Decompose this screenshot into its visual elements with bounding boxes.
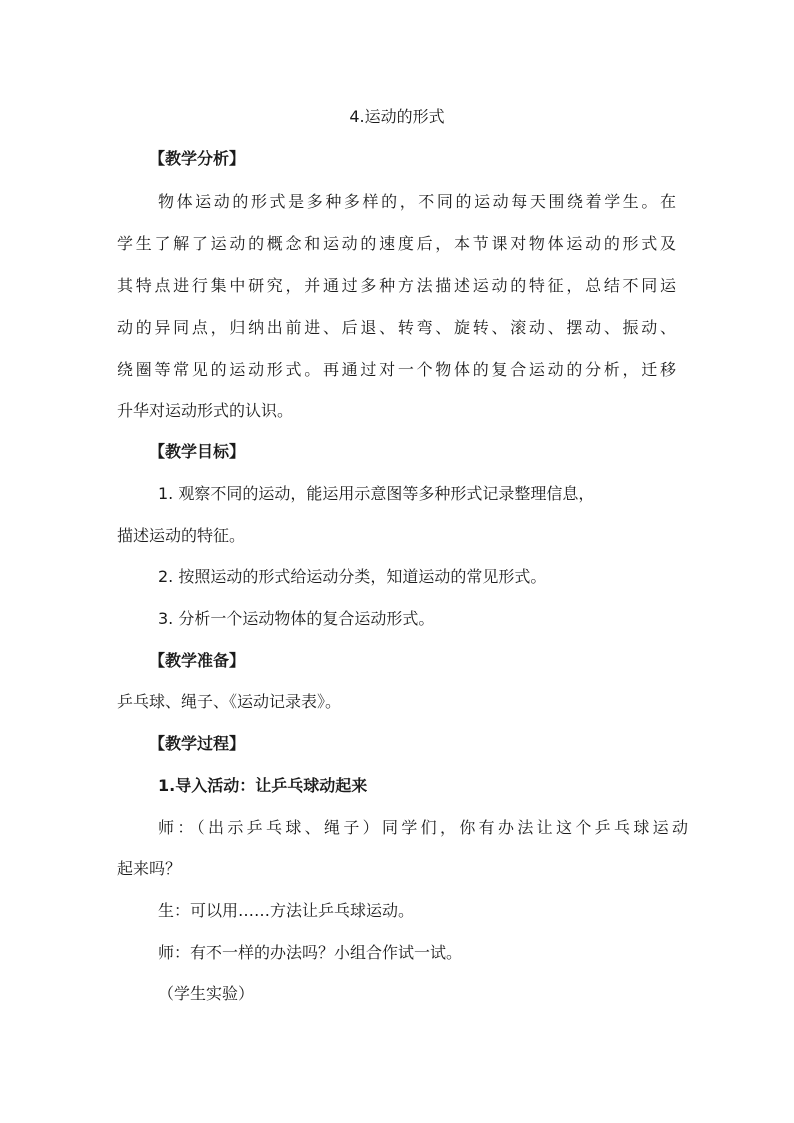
analysis-heading: 【教学分析】: [149, 149, 246, 168]
process-heading: 【教学过程】: [149, 734, 246, 753]
analysis-line-3: 其特点进行集中研究，并通过多种方法描述运动的特征，总结不同运: [117, 276, 676, 295]
goal-1-line-2: 描述运动的特征。: [117, 526, 246, 545]
activity-1-heading: 1.导入活动：让乒乓球动起来: [158, 776, 368, 795]
goals-heading: 【教学目标】: [149, 442, 246, 461]
goal-3: 3. 分析一个运动物体的复合运动形式。: [158, 609, 435, 628]
prep-heading: 【教学准备】: [149, 651, 246, 670]
analysis-line-4: 动的异同点，归纳出前进、后退、转弯、旋转、滚动、摆动、振动、: [117, 318, 676, 337]
page-title: 4.运动的形式: [349, 107, 445, 126]
goal-2: 2. 按照运动的形式给运动分类，知道运动的常见形式。: [158, 567, 547, 586]
analysis-line-2: 学生了解了运动的概念和运动的速度后，本节课对物体运动的形式及: [117, 234, 676, 253]
analysis-line-6: 升华对运动形式的认识。: [117, 401, 294, 420]
analysis-line-1: 物体运动的形式是多种多样的，不同的运动每天围绕着学生。在: [158, 192, 676, 211]
dialogue-4: （学生实验）: [158, 984, 255, 1003]
goal-1-line-1: 1. 观察不同的运动，能运用示意图等多种形式记录整理信息，: [158, 484, 595, 503]
dialogue-1-line-1: 师：（出示乒乓球、绳子）同学们，你有办法让这个乒乓球运动: [158, 818, 688, 837]
dialogue-2: 生：可以用……方法让乒乓球运动。: [158, 901, 415, 920]
dialogue-3: 师：有不一样的办法吗？小组合作试一试。: [158, 943, 463, 962]
analysis-line-5: 绕圈等常见的运动形式。再通过对一个物体的复合运动的分析，迁移: [117, 360, 676, 379]
dialogue-1-line-2: 起来吗？: [117, 859, 182, 878]
prep-text: 乒乓球、绳子、《运动记录表》。: [117, 692, 342, 711]
